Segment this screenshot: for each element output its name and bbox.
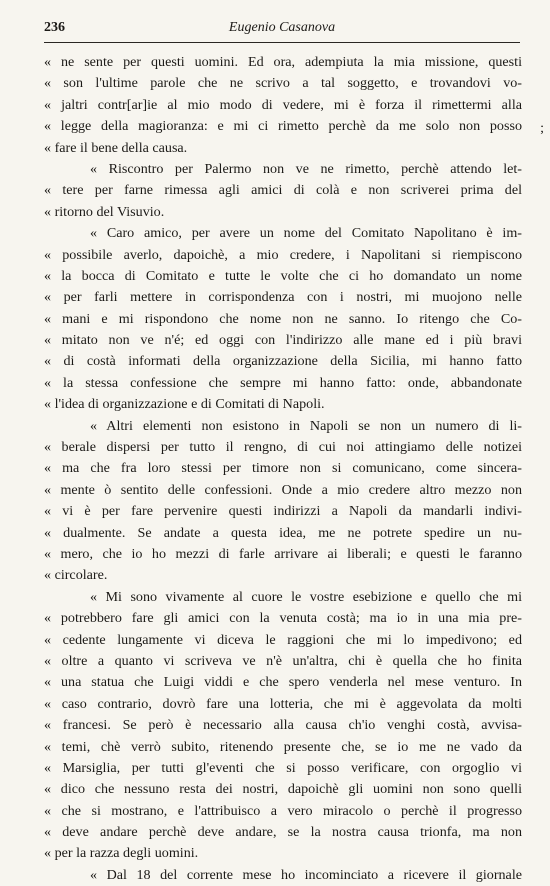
letter-text	[44, 52, 522, 886]
text-line: « cedente lungamente vi diceva le raggioni che mi lo impedivono; ed	[44, 631, 522, 648]
text-line: « circolare.	[44, 567, 108, 584]
text-line: « tere per farne rimessa agli amici di colà e non scriverei prima del	[44, 182, 522, 199]
running-head: Eugenio Casanova	[228, 20, 336, 35]
text-line: « dualmente. Se andate a questa idea, me ne potrete spedire un nu-	[44, 524, 522, 541]
text-line: « ma che fra loro stessi per timore non si comunicano, come sincera-	[44, 460, 522, 477]
text-line: « vi è per fare pervenire questi indirizzi a Napoli da mandarli indivi-	[44, 503, 522, 520]
text-line: « potrebbero fare gli amici con la venuta costà; ma io in una mia pre-	[44, 610, 522, 627]
text-line: « l'idea di organizzazione e di Comitati di Napoli.	[44, 396, 325, 413]
text-line: « di costà informati della organizzazione della Sicilia, mi hanno fatto	[44, 353, 522, 370]
text-line: « Altri elementi non esistono in Napoli se non un numero di li-	[90, 417, 522, 434]
text-line: « caso contrario, dovrò fare una lotteria, che mi è aggevolata da molti	[44, 695, 522, 712]
text-line: « una statua che Luigi viddi e che spero venderla nel mese venturo. In	[44, 674, 522, 691]
page-number: 236	[44, 20, 65, 35]
text-line: « berale dispersi per tutto il rengno, di cui noi attingiamo delle notizei	[44, 439, 522, 456]
text-line: « jaltri contr[ar]ie al mio modo di vedere, mi è forza il rimettermi alla	[44, 96, 522, 113]
text-line: « mani e mi rispondono che nome non ne sanno. Io ritengo che Co-	[44, 310, 522, 327]
text-line: « son l'ultime parole che ne scrivo a tal soggetto, e trovandovi vo-	[44, 75, 522, 92]
margin-mark: ;	[540, 121, 544, 136]
text-line: « oltre a quanto vi scriveva ve n'è un'altra, chi è quella che ho finita	[44, 652, 522, 669]
text-line: « mero, che io ho mezzi di farle arrivare ai liberali; e questi le faranno	[44, 545, 522, 562]
text-line: « fare il bene della causa.	[44, 139, 188, 156]
text-line: « la bocca di Comitato e tutte le volte che ci ho domandato un nome	[44, 267, 522, 284]
text-line: « mitato non ve n'é; ed oggi con l'indirizzo alle mane ed i più bravi	[44, 332, 522, 349]
text-line: « per farli mettere in corrispondenza con i nostri, mi muojono nelle	[44, 289, 522, 306]
text-line: « ritorno del Visuvio.	[44, 203, 165, 220]
text-line: « per la razza degli uomini.	[44, 845, 199, 862]
page-header	[44, 20, 520, 40]
text-line: « francesi. Se però è necessario alla causa ch'io venghi costà, avvisa-	[44, 717, 522, 734]
text-line: « Caro amico, per avere un nome del Comitato Napolitano è im-	[90, 225, 522, 242]
text-line: « che si mostrano, e l'attribuisco a vero miracolo o perchè il progresso	[44, 802, 522, 819]
header-rule	[44, 42, 520, 43]
text-line: « Marsiglia, per tutti gl'eventi che si posso verificare, con orgoglio vi	[44, 759, 522, 776]
text-line: « ne sente per questi uomini. Ed ora, adempiuta la mia missione, questi	[44, 54, 522, 70]
text-line: « Riscontro per Palermo non ve ne rimetto, perchè attendo let-	[90, 160, 522, 177]
text-line: « possibile averlo, dapoichè, a mio credere, i Napolitani si riempiscono	[44, 246, 522, 263]
text-line: « legge della magioranza: e mi ci rimetto perchè da me solo non posso	[44, 118, 522, 135]
text-line: « mente ò sentito delle confessioni. Onde a mio credere altro mezzo non	[44, 481, 522, 498]
text-line: « la stessa confessione che sempre mi hanno fatto: onde, abbandonate	[44, 374, 522, 391]
text-line: « Dal 18 del corrente mese ho incominciato a ricevere il giornale	[90, 866, 522, 883]
text-line: « Mi sono vivamente al cuore le vostre esebizione e quello che mi	[90, 588, 522, 605]
text-line: « dico che nessuno resta dei nostri, dapoichè gli uomini non sono quelli	[44, 781, 522, 798]
text-line: « deve andare perchè deve andare, se la nostra causa trionfa, ma non	[44, 824, 522, 841]
text-line: « temi, chè verrò subito, ritenendo presente che, se io me ne vado da	[44, 738, 522, 755]
